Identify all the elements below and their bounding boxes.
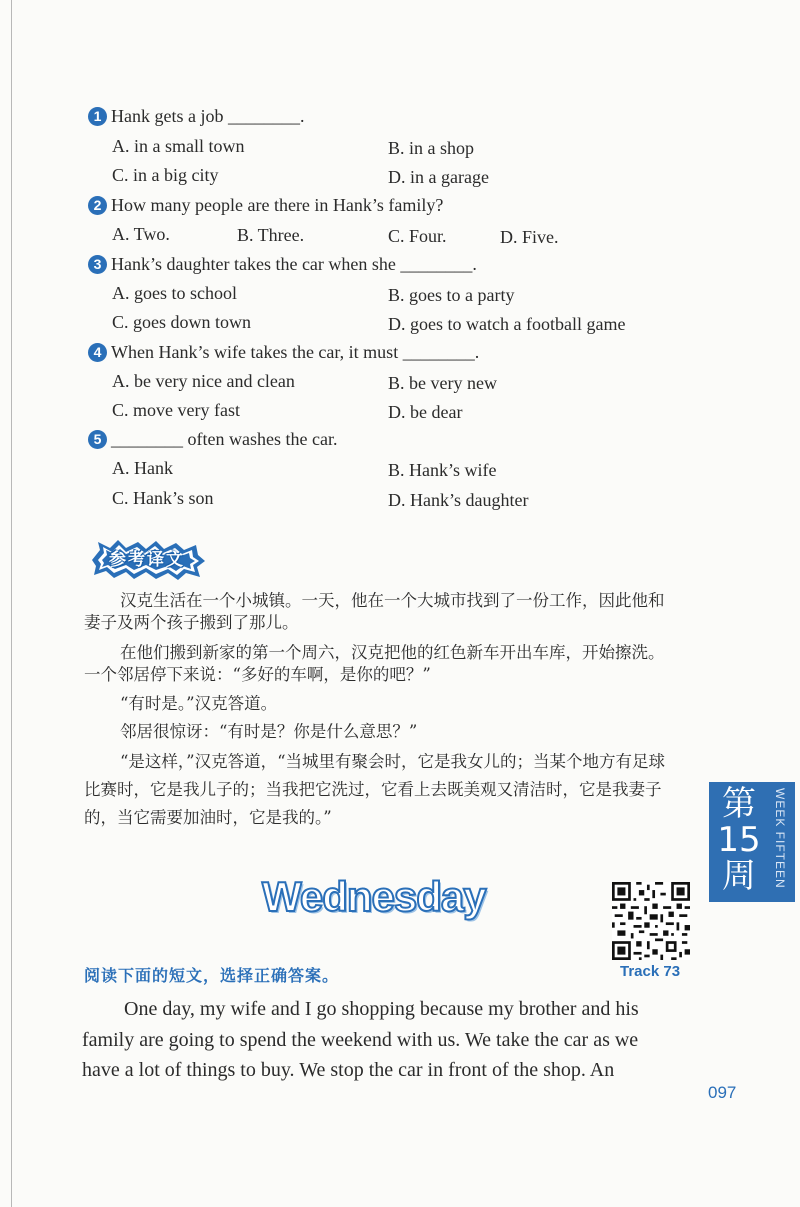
- question-number-badge: 1: [88, 107, 107, 126]
- option-c[interactable]: C. move very fast: [112, 400, 240, 420]
- option-a[interactable]: A. in a small town: [112, 136, 245, 156]
- question-3: [88, 253, 477, 275]
- passage-line: have a lot of things to buy. We stop the car in front of the shop. An: [82, 1059, 615, 1081]
- passage-line: One day, my wife and I go shopping because my brother and his: [124, 998, 639, 1020]
- translation-line: 妻子及两个孩子搬到了那儿。: [84, 613, 299, 632]
- page-edge-line: [11, 0, 12, 1207]
- question-number-badge: 5: [88, 430, 107, 449]
- question-text: ________ often washes the car.: [111, 429, 338, 449]
- question-number-badge: 3: [88, 255, 107, 274]
- option-b[interactable]: B. goes to a party: [388, 285, 515, 305]
- option-c[interactable]: C. in a big city: [112, 165, 219, 185]
- question-text: When Hank’s wife takes the car, it must ________.: [111, 342, 480, 362]
- qr-code-icon[interactable]: [612, 882, 690, 960]
- option-c[interactable]: C. Four.: [388, 226, 447, 246]
- option-d[interactable]: D. Hank’s daughter: [388, 490, 529, 510]
- question-number-badge: 4: [88, 343, 107, 362]
- option-a[interactable]: A. goes to school: [112, 283, 237, 303]
- instruction-text: 阅读下面的短文，选择正确答案。: [84, 966, 340, 985]
- translation-line: 邻居很惊讶：“有时是？你是什么意思？”: [120, 722, 418, 741]
- option-a[interactable]: A. be very nice and clean: [112, 371, 295, 391]
- option-d[interactable]: D. be dear: [388, 402, 463, 422]
- question-2: [88, 194, 443, 216]
- option-d[interactable]: D. in a garage: [388, 167, 489, 187]
- translation-line: 汉克生活在一个小城镇。一天，他在一个大城市找到了一份工作，因此他和: [120, 591, 665, 610]
- option-b[interactable]: B. Hank’s wife: [388, 460, 497, 480]
- option-b[interactable]: B. be very new: [388, 373, 497, 393]
- translation-line: 的，当它需要加油时，它是我的。”: [84, 808, 332, 827]
- question-text: Hank gets a job ________.: [111, 106, 305, 126]
- question-number-badge: 2: [88, 196, 107, 215]
- translation-line: 比赛时，它是我儿子的；当我把它洗过，它看上去既美观又清洁时，它是我妻子: [84, 780, 662, 799]
- audio-track-label: Track 73: [620, 963, 681, 980]
- option-a[interactable]: A. Two.: [112, 224, 170, 244]
- option-d[interactable]: D. goes to watch a football game: [388, 314, 626, 334]
- reference-translation-badge: [88, 540, 206, 580]
- question-5: [88, 428, 337, 450]
- translation-line: 一个邻居停下来说：“多好的车啊，是你的吧？”: [84, 665, 431, 684]
- day-heading: Wednesday: [262, 873, 486, 920]
- week-en-label: WEEK FIFTEEN: [773, 788, 787, 889]
- translation-line: “是这样，”汉克答道，“当城里有聚会时，它是我女儿的；当某个地方有足球: [120, 752, 666, 771]
- option-b[interactable]: B. in a shop: [388, 138, 475, 158]
- question-text: How many people are there in Hank’s family?: [111, 195, 444, 215]
- question-4: [88, 341, 479, 363]
- page-number: 097: [708, 1083, 737, 1102]
- question-text: Hank’s daughter takes the car when she ________.: [111, 254, 477, 274]
- option-a[interactable]: A. Hank: [112, 458, 173, 478]
- option-b[interactable]: B. Three.: [237, 225, 305, 245]
- week-side-tab: [709, 782, 795, 902]
- passage-line: family are going to spend the weekend with us. We take the car as we: [82, 1029, 639, 1051]
- option-d[interactable]: D. Five.: [500, 227, 559, 247]
- option-c[interactable]: C. Hank’s son: [112, 488, 214, 508]
- translation-line: “有时是。”汉克答道。: [120, 694, 278, 713]
- badge-label: 参考译文: [109, 550, 185, 570]
- option-c[interactable]: C. goes down town: [112, 312, 251, 332]
- question-1: [88, 105, 304, 127]
- week-cn-label: 第15周: [717, 784, 761, 896]
- translation-line: 在他们搬到新家的第一个周六，汉克把他的红色新车开出车库，开始擦洗。: [120, 643, 665, 662]
